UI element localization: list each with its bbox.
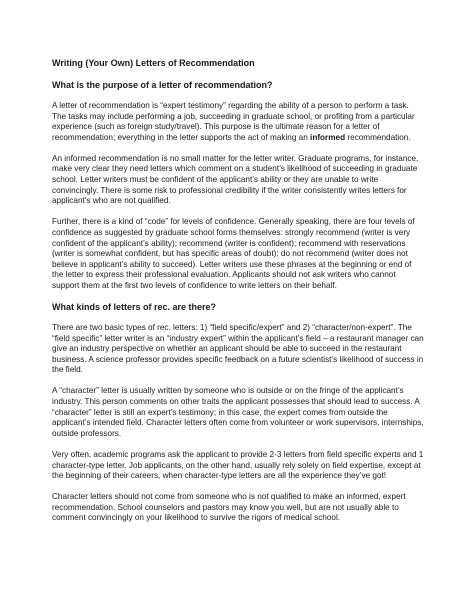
paragraph-purpose [52, 101, 424, 143]
paragraph-purpose-end: recommendation. [345, 132, 411, 142]
paragraph-confidence-code: Further, there is a kind of “code” for levels of confidence. Generally speaking, there are four levels of confidence as suggested by graduate school forms themselves: strongly recommend (writer is very confident of the applicant’s ability); recommend (writer is confident); recommend with reservations (writer is somewhat confident, but has specific areas of doubt); do not recommend (writer does not believe in applicant’s ability to succeed). Letter writers use these phrases at the beginning or end of the letter to express their professional evaluation. Applicants should not ask writers who cannot support them at the first two levels of confidence to write letters on their behalf. [52, 217, 415, 290]
paragraph-character-letter: A “character” letter is usually written by someone who is outside or on the fringe of the applicant’s industry. This person comments on other traits the applicant possesses that should lead to success. A “character” letter is still an expert’s testimony; in this case, the expert comes from outside the applicant’s intended field. Character letters often come from volunteer or work supervisors, internships, outside professors. [52, 386, 424, 438]
paragraph-purpose-text: A letter of recommendation is “expert testimony” regarding the ability of a person to perform a task. The tasks may include performing a job, succeeding in graduate school, or profiting from a particular experience (such as foreign study/travel). This purpose is the ultimate reason for a letter of recommendation; everything in the letter supports the act of making an [52, 101, 415, 142]
paragraph-purpose-bold: informed [310, 132, 346, 142]
document-page [52, 58, 424, 535]
paragraph-informed-recommendation: An informed recommendation is no small matter for the letter writer. Graduate programs, for instance, make very clear they need letters which comment on a student’s likelihood of succeeding in graduate school. Letter writers must be confident of the applicant’s ability or they are unable to write convincingly. There is some risk to professional credibility if the writer consistently writes letters for applicant’s who are not qualified. [52, 153, 419, 206]
section-heading-kinds: What kinds of letters of rec. are there? [52, 302, 217, 312]
paragraph-character-qualified: Character letters should not come from someone who is not qualified to make an informed, expert recommendation. School counselors and pastors may know you well, but are not usually able to comment convincingly on your likelihood to survive the rigors of medical school. [52, 492, 406, 523]
document-title: Writing (Your Own) Letters of Recommendation [52, 58, 255, 68]
section-heading-purpose: What is the purpose of a letter of recommendation? [52, 80, 273, 90]
paragraph-academic-programs: Very often, academic programs ask the applicant to provide 2-3 letters from field specific experts and 1 character-type letter. Job applicants, on the other hand, usually rely solely on field expertise, except at the beginning of their careers, when character-type letters are all the experience they’ve got! [52, 449, 424, 481]
paragraph-letter-types: There are two basic types of rec. letters: 1) “field specific/expert” and 2) “character/non-expert”. The “field specific” letter writer is an “industry expert” within the applicant’s field – a restaurant manager can give an industry perspective on whether an applicant should be able to succeed in the restaurant business. A science professor provides specific feedback on a future scientist’s likelihood of success in the field. [52, 323, 424, 375]
